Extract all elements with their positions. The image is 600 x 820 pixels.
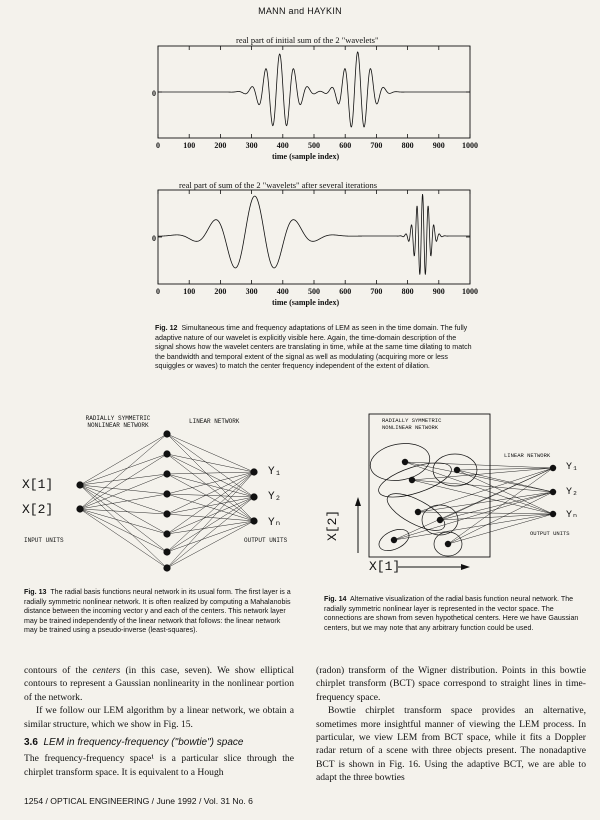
figure13-output-y1: Y₁ — [268, 466, 282, 478]
figure13-output-units: OUTPUT UNITS — [244, 537, 288, 544]
figure13-radial-label-line1: RADIALLY SYMMETRIC — [85, 415, 151, 422]
xtick-label: 200 — [214, 287, 227, 296]
figure14-output-yn: Yₙ — [566, 510, 579, 521]
xtick-label: 700 — [370, 287, 383, 296]
figure13-radial-label-line2: NONLINEAR NETWORK — [87, 422, 149, 429]
right-paragraph-2: Bowtie chirplet transform space provides an alternative, sometimes more insightful manner of viewing the LEM process. In particular, we view LEM from BCT space, while it fits a Doppler radar return of a scene with three objects present. The nonadaptive BCT is shown in Fig. 16. Using the adaptive BCT, we are able to adapt the three bowties — [316, 705, 586, 784]
xtick-label: 1000 — [462, 287, 478, 296]
figure12-caption-label: Fig. 12 — [155, 324, 178, 332]
figure14-axis-x-label: X[1] — [369, 559, 401, 574]
network-node — [415, 509, 421, 515]
xtick-label: 400 — [276, 287, 289, 296]
network-node — [391, 537, 397, 543]
figure14-radial-label — [382, 418, 441, 431]
right-column — [316, 664, 586, 785]
figure13-input-units: INPUT UNITS — [24, 537, 64, 544]
figure13-linear-label: LINEAR NETWORK — [189, 418, 240, 425]
figure14-output-y1: Y₁ — [566, 462, 579, 473]
figure14-radial-label-line2: NONLINEAR NETWORK — [382, 423, 439, 431]
figure14-output-y2: Y₂ — [566, 487, 579, 498]
connection — [448, 514, 553, 544]
xtick-label: 0 — [156, 141, 160, 150]
network-node — [550, 511, 556, 517]
xtick-label: 800 — [401, 287, 414, 296]
xtick-label: 0 — [156, 287, 160, 296]
section-title: LEM in frequency-frequency ("bowtie") space — [43, 737, 244, 749]
xtick-label: 900 — [432, 287, 445, 296]
figure14-linear-label: LINEAR NETWORK — [504, 452, 551, 459]
xtick-label: 500 — [308, 141, 320, 150]
network-node — [454, 467, 460, 473]
xtick-label: 200 — [214, 141, 227, 150]
left-paragraph-3: The frequency-frequency space¹ is a particular slice through the chirplet transform space. It is equivalent to a Hough — [24, 753, 294, 778]
figure14-radial-label-line1: RADIALLY SYMMETRIC — [382, 417, 442, 424]
figure14-gaussian-contours — [367, 439, 477, 556]
network-node — [550, 489, 556, 495]
figure13-caption-label: Fig. 13 — [24, 588, 47, 596]
xtick-label: 900 — [432, 141, 445, 150]
section-heading — [24, 736, 294, 749]
figure14-axis-y-label: X[2] — [325, 509, 340, 541]
xtick-label: 100 — [183, 287, 196, 296]
figure13-output-yn: Yₙ — [268, 517, 282, 529]
section-number: 3.6 — [24, 737, 38, 749]
xtick-label: 1000 — [462, 141, 478, 150]
xtick-label: 800 — [401, 141, 414, 150]
figure14-caption-label: Fig. 14 — [324, 595, 347, 603]
xtick-label: 300 — [245, 287, 258, 296]
connection — [457, 470, 553, 514]
figure14-y-arrow-head — [355, 497, 361, 506]
top-plot-ytick: 0 — [152, 89, 156, 98]
figure13-input-x2: X[2] — [22, 502, 54, 517]
figure13-input-x1: X[1] — [22, 477, 54, 492]
running-header: MANN and HAYKIN — [258, 6, 342, 16]
bottom-plot-title: real part of sum of the 2 "wavelets" after several iterations — [179, 180, 378, 190]
connection — [405, 462, 553, 468]
left-paragraph-2: If we follow our LEM algorithm by a linear network, we obtain a similar structure, which we show in Fig. 15. — [24, 705, 294, 730]
network-node — [409, 477, 415, 483]
xtick-label: 500 — [308, 287, 320, 296]
figure13-output-y2: Y₂ — [268, 491, 282, 503]
network-node — [550, 465, 556, 471]
left-column — [24, 664, 294, 779]
bottom-plot-xlabel: time (sample index) — [272, 298, 340, 307]
left-paragraph-1 — [24, 664, 294, 704]
connection — [418, 468, 553, 512]
xtick-label: 300 — [245, 141, 258, 150]
figure14-caption — [324, 595, 590, 633]
top-plot-xlabel: time (sample index) — [272, 152, 340, 161]
right-paragraph-1: (radon) transform of the Wigner distribution. Points in this bowtie chirplet transform (BCT) space correspond to straight lines in time-frequency space. — [316, 665, 586, 703]
xtick-label: 600 — [339, 287, 352, 296]
left-p1-emphasis: centers — [92, 665, 121, 676]
connection — [405, 462, 553, 492]
xtick-label: 100 — [183, 141, 196, 150]
xtick-label: 600 — [339, 141, 352, 150]
figure13-caption-text: The radial basis functions neural network in its usual form. The first layer is a radially symmetric nonlinear network. It is often realized by computing a Mahalanobis distance between the incoming vector y and each of the centers. This network layer may be trained independently of the linear network that follows: the linear network may be trained using a pseudo-inverse (least-squares). — [24, 588, 291, 635]
xtick-label: 700 — [370, 141, 383, 150]
network-node — [445, 541, 451, 547]
figure14-output-units: OUTPUT UNITS — [530, 530, 570, 537]
figure12-caption-text: Simultaneous time and frequency adaptations of LEM as seen in the time domain. The fully adaptive nature of our wavelet is explicitly visible here. Again, the time-domain description of the signal shows how the wavelet centers are translating in time, while at the same time dilating to match the bandwidth and temporal extent of the signal as well as modulating (acquiring more or less squiggles or waves) to match the center frequency independent of the extent of dilation. — [155, 324, 472, 371]
left-p1-a: contours of the — [24, 665, 93, 676]
network-node — [402, 459, 408, 465]
left-p1-b: (in this case, seven). We show elliptical contours to represent a Gaussian nonlinearity in the nonlinear portion of the network. — [24, 665, 294, 703]
network-node — [437, 517, 443, 523]
contour-1 — [367, 439, 432, 485]
xtick-label: 400 — [276, 141, 289, 150]
top-plot-title: real part of initial sum of the 2 "wavelets" — [236, 35, 379, 45]
bottom-plot-ytick: 0 — [152, 234, 156, 243]
figure14-caption-text: Alternative visualization of the radial basis function neural network. The radially symmetric nonlinear layer is represented in the vector space. The connections are shown from seven hypothetical centers. Here we have Gaussian centers, but we may note that any arbitrary function could be used. — [324, 595, 579, 632]
figure14-x-arrow-head — [461, 564, 470, 570]
page-footer: 1254 / OPTICAL ENGINEERING / June 1992 / Vol. 31 No. 6 — [24, 796, 253, 806]
